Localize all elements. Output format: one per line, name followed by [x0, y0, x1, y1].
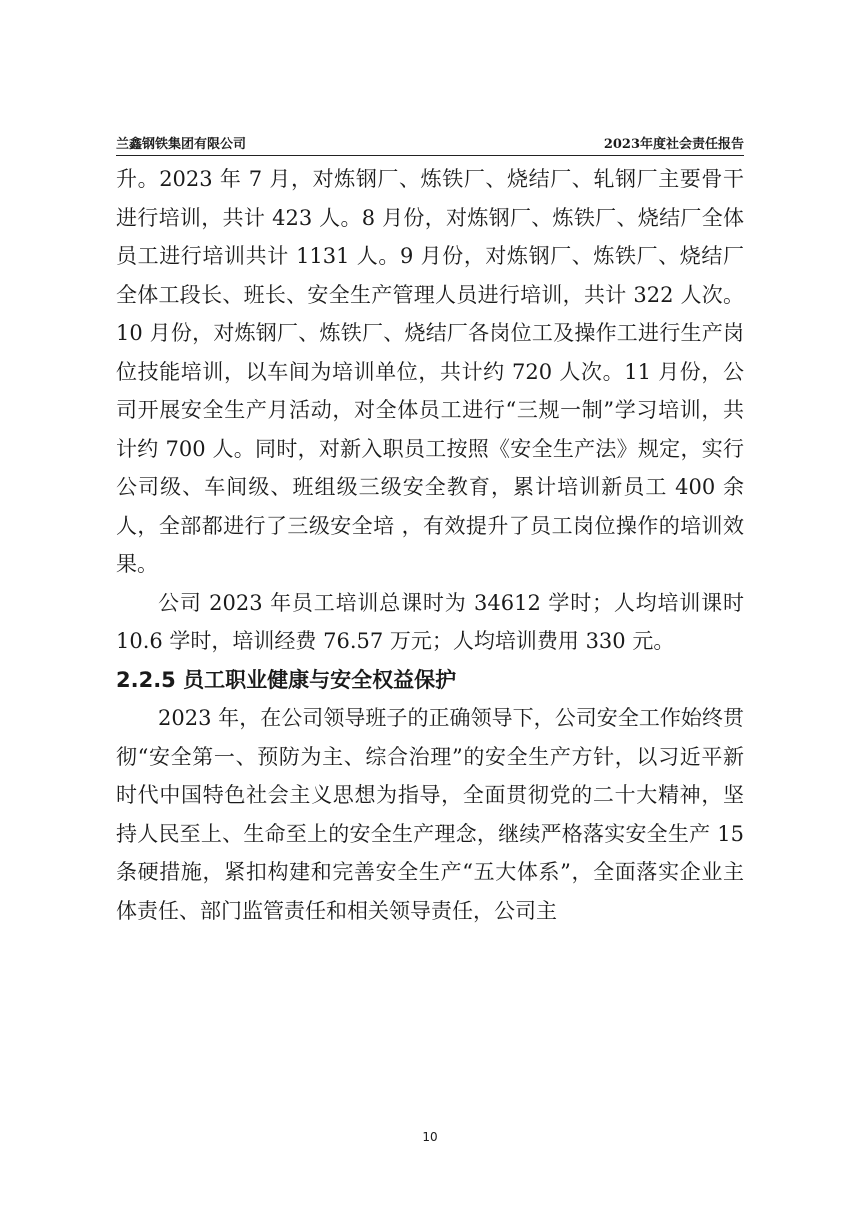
paragraph-training-schedule: 升。2023 年 7 月，对炼钢厂、炼铁厂、烧结厂、轧钢厂主要骨干进行培训，共计 423 人。8 月份，对炼钢厂、炼铁厂、烧结厂全体员工进行培训共计 1131 人。9 月份，对炼钢厂、炼铁厂、烧结厂全体工段长、班长、安全生产管理人员进行培训，共计 322 人次。10 月份，对炼钢厂、炼铁厂、烧结厂各岗位工及操作工进行生产岗位技能培训，以车间为培训单位，共计约 720 人次。11 月份，公司开展安全生产月活动，对全体员工进行“三规一制”学习培训，共计约 700 人。同时，对新入职员工按照《安全生产法》规定，实行公司级、车间级、班组级三级安全教育，累计培训新员工 400 余人，全部都进行了三级安全培 ，有效提升了员工岗位操作的培训效果。 — [116, 167, 744, 576]
page-header — [116, 137, 744, 157]
company-name: 兰鑫钢铁集团有限公司 — [116, 137, 247, 152]
paragraph-training-summary: 公司 2023 年员工培训总课时为 34612 学时；人均培训课时 10.6 学时，培训经费 76.57 万元；人均培训费用 330 元。 — [116, 590, 744, 653]
header-divider — [116, 155, 744, 156]
document-body — [116, 160, 744, 930]
report-title: 2023年度社会责任报告 — [603, 137, 744, 152]
paragraph-safety-policy: 2023 年，在公司领导班子的正确领导下，公司安全工作始终贯彻“安全第一、预防为主、综合治理”的安全生产方针，以习近平新时代中国特色社会主义思想为指导，全面贯彻党的二十大精神，坚持人民至上、生命至上的安全生产理念，继续严格落实安全生产 15 条硬措施，紧扣构建和完善安全生产“五大体系”，全面落实企业主体责任、部门监管责任和相关领导责任，公司主 — [116, 706, 744, 923]
section-heading: 2.2.5 员工职业健康与安全权益保护 — [116, 667, 457, 692]
page-number: 10 — [422, 1130, 438, 1144]
